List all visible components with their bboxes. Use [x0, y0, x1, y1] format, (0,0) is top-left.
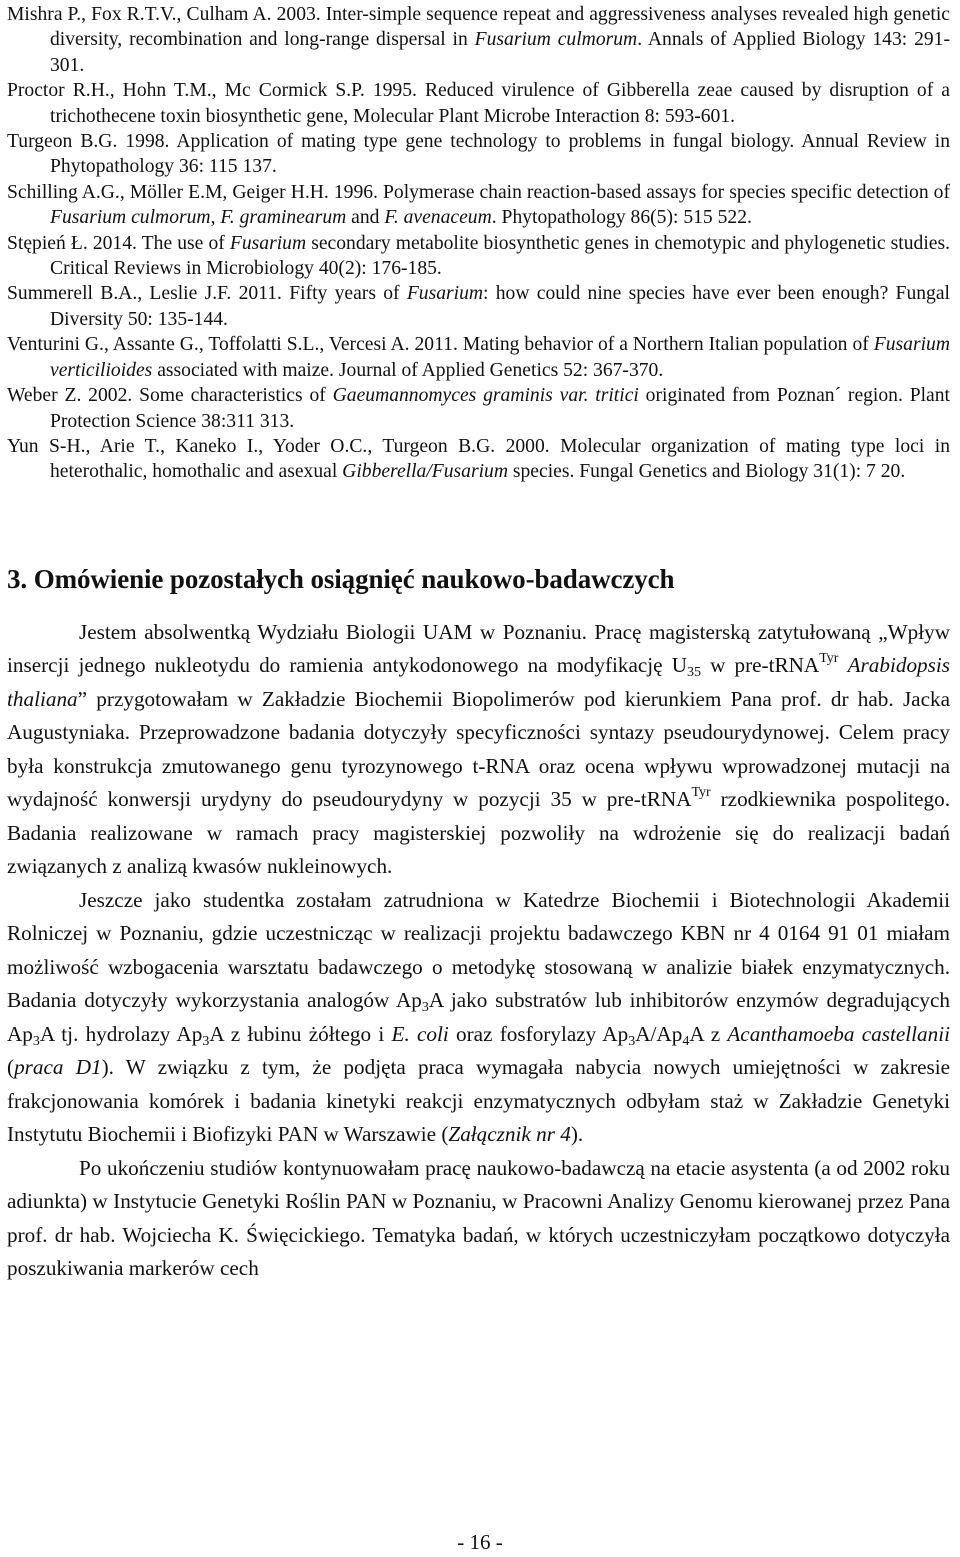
subscript-text: 4 [682, 1033, 690, 1049]
subscript-text: 3 [202, 1033, 210, 1049]
text-run: rzodkiewnika pospolitego. Badania realizowane w ramach pracy magisterskiej pozwoliły na wdrożenie się do realizacji badań związanych z analizą kwasów nukleinowych. [7, 787, 950, 879]
italic-text: Gibberella/Fusarium [342, 461, 508, 483]
text-run: Yun S-H., Arie T., Kaneko I., Yoder O.C., Turgeon B.G. 2000. Molecular organization of mating type loci in heterothalic, homothalic and asexual [7, 435, 950, 483]
text-run: A/Ap [635, 1021, 683, 1046]
reference-item [7, 2, 950, 78]
section-title: 3. Omówienie pozostałych osiągnięć naukowo-badawczych [7, 563, 675, 594]
text-run: , [210, 207, 221, 229]
subscript-text: 35 [687, 665, 701, 681]
reference-list [7, 0, 950, 485]
reference-item [7, 332, 950, 383]
text-run: oraz fosforylazy Ap [448, 1021, 629, 1046]
text-run: w pre-tRNA [701, 653, 820, 678]
body-paragraph [7, 1152, 950, 1286]
text-run: . Phytopathology 86(5): 515 522. [491, 207, 752, 229]
text-run: and [346, 207, 385, 229]
text-run: ). [570, 1122, 584, 1147]
reference-item [7, 231, 950, 282]
text-run: : how could nine species have ever been enough? Fungal Diversity 50: 135-144. [50, 283, 950, 330]
body-text [7, 616, 950, 1286]
italic-text: Fusarium verticilioides [50, 334, 950, 381]
text-run: Turgeon B.G. 1998. Application of mating type gene technology to problems in fungal biology. Annual Review in Phytopathology 36: 115 137. [7, 131, 950, 178]
italic-text: F. avenaceum [384, 207, 492, 229]
italic-text: Acanthamoeba castellanii [727, 1021, 950, 1046]
subscript-text: 3 [32, 1033, 40, 1049]
italic-text: E. coli [391, 1021, 449, 1046]
reference-item [7, 78, 950, 129]
text-run: A jako substratów lub inhibitorów enzymów degradujących Ap [7, 988, 950, 1046]
text-run: Proctor R.H., Hohn T.M., Mc Cormick S.P. 1995. Reduced virulence of Gibberella zeae caused by disruption of a trichothecene toxin biosynthetic gene, Molecular Plant Microbe Interaction 8: 593-601. [7, 80, 950, 127]
text-run: Stępień Ł. 2014. The use of [7, 232, 230, 254]
italic-text: praca D1 [14, 1055, 102, 1080]
italic-text: Arabidopsis thaliana [7, 653, 951, 711]
text-run: ” przygotowałam w Zakładzie Biochemii Biopolimerów pod kierunkiem Pana prof. dr hab. Jacka Augustyniaka. Przeprowadzone badania dotyczyły specyficzności syntazy pseudourydynowej. Celem pracy była konstrukcja zmutowanego genu tyrozynowego t-RNA oraz ocena wpływu wprowadzonej mutacji na wydajność konwersji urydyny do pseudourydyny w pozycji 35 w pre-tRNA [7, 686, 950, 812]
text-run: Jestem absolwentką Wydziału Biologii UAM w Poznaniu. Pracę magisterską zatytułowaną „Wpływ insercji jednego nukleotydu do ramienia antykodonowego na modyfikację U [7, 619, 950, 678]
text-run: secondary metabolite biosynthetic genes in chemotypic and phylogenetic studies. Critical Reviews in Microbiology 40(2): 176-185. [50, 232, 950, 280]
subscript-text: 3 [421, 1000, 429, 1016]
text-run: Weber Z. 2002. Some characteristics of [7, 385, 333, 407]
reference-item [7, 180, 950, 231]
text-run [838, 653, 847, 677]
subscript-text: 3 [628, 1033, 636, 1049]
reference-item [7, 434, 950, 485]
page-number: - 16 - [457, 1530, 503, 1554]
text-run: Jeszcze jako studentka zostałam zatrudniona w Katedrze Biochemii i Biotechnologii Akademii Rolniczej w Poznaniu, gdzie uczestnicząc w realizacji projektu badawczego KBN nr 4 0164 91 01 miałam możliwość wzbogacenia warsztatu badawczego o metodykę stosowaną w analizie białek enzymatycznych. Badania dotyczyły wykorzystania analogów Ap [7, 887, 950, 1013]
italic-text: Fusarium culmorum [474, 29, 638, 51]
text-run: Po ukończeniu studiów kontynuowałam pracę naukowo-badawczą na etacie asystenta (a od 2002 roku adiunkta) w Instytucie Genetyki Roślin PAN w Poznaniu, w Pracowni Analizy Genomu kierowanej przez Pana prof. dr hab. Wojciecha K. Święcickiego. Tematyka badań, w których uczestniczyłam początkowo dotyczyła poszukiwania markerów cech [7, 1155, 950, 1281]
text-run: A z łubinu żółtego i [209, 1021, 392, 1046]
text-run: species. Fungal Genetics and Biology 31(1): 7 20. [507, 461, 906, 483]
italic-text: Gaeumannomyces graminis var. tritici [332, 385, 639, 407]
text-run: ( [7, 1055, 15, 1080]
text-run: A z [689, 1021, 728, 1046]
text-run: A tj. hydrolazy Ap [39, 1021, 203, 1046]
italic-text: F. graminearum [220, 207, 347, 229]
reference-item [7, 383, 950, 434]
italic-text: Fusarium culmorum [50, 207, 211, 229]
italic-text: Fusarium [406, 283, 484, 305]
italic-text: Fusarium [229, 232, 307, 254]
reference-item [7, 281, 950, 332]
text-run: Schilling A.G., Möller E.M, Geiger H.H. 1996. Polymerase chain reaction-based assays for species specific detection of [7, 181, 950, 203]
reference-item [7, 129, 950, 180]
text-run: originated from Poznan´ region. Plant Protection Science 38:311 313. [50, 385, 950, 432]
text-run: Venturini G., Assante G., Toffolatti S.L., Vercesi A. 2011. Mating behavior of a Northern Italian population of [7, 334, 874, 356]
body-paragraph [7, 616, 950, 884]
text-run: Mishra P., Fox R.T.V., Culham A. 2003. Inter-simple sequence repeat and aggressiveness analyses revealed high genetic diversity, recombination and long-range dispersal in [7, 4, 950, 51]
text-run: associated with maize. Journal of Applied Genetics 52: 367-370. [152, 359, 664, 381]
body-paragraph [7, 884, 950, 1152]
text-run: ). W związku z tym, że podjęta praca wymagała nabycia nowych umiejętności w zakresie frakcjonowania komórek i badania kinetyki reakcji enzymatycznych odbyłam staż w Zakładzie Genetyki Instytutu Biochemii i Biofizyki PAN w Warszawie ( [7, 1055, 951, 1147]
text-run: . Annals of Applied Biology 143: 291-301. [50, 29, 950, 76]
italic-text: Załącznik nr 4 [448, 1122, 571, 1147]
superscript-text: Tyr [819, 651, 839, 667]
superscript-text: Tyr [691, 785, 711, 801]
text-run: Summerell B.A., Leslie J.F. 2011. Fifty years of [7, 283, 407, 305]
